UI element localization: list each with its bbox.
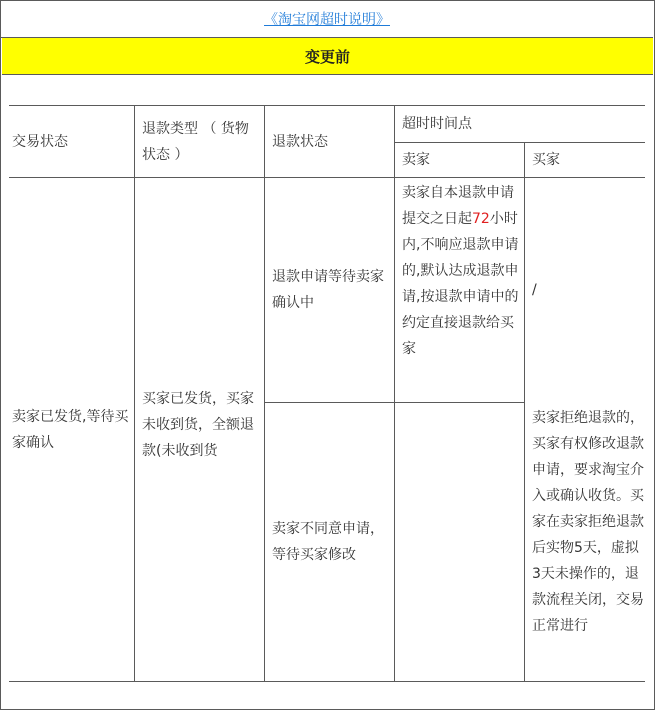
header-trade-status: 交易状态 bbox=[12, 133, 68, 150]
col-divider-3 bbox=[394, 105, 395, 681]
seller-timeout-hours: 72 bbox=[472, 211, 490, 227]
cell-buyer-timeout-pending: / bbox=[532, 282, 537, 298]
header-refund-status: 退款状态 bbox=[272, 133, 328, 150]
col-divider-2 bbox=[264, 105, 265, 681]
col-divider-1 bbox=[134, 105, 135, 681]
header-seller: 卖家 bbox=[402, 152, 430, 168]
col-divider-4 bbox=[524, 142, 525, 681]
seller-timeout-text-end: 小时内,不响应退款申请的,默认达成退款申请,按退款申请中的约定直接退款给买家 bbox=[402, 211, 519, 357]
cell-refund-status-rejected: 卖家不同意申请，等待买家修改 bbox=[272, 521, 384, 563]
seller-timeout-text-start: 卖家自本退款申请提交之日起 bbox=[402, 185, 514, 227]
header-buyer: 买家 bbox=[532, 152, 560, 168]
cell-seller-timeout-pending bbox=[402, 180, 520, 400]
timeout-rules-link[interactable]: 《淘宝网超时说明》 bbox=[264, 12, 390, 28]
cell-seller-timeout-rejected bbox=[402, 405, 520, 679]
header-refund-type: 退款类型 （ 货物状态 ） bbox=[142, 120, 249, 163]
cell-refund-status-pending: 退款申请等待卖家确认中 bbox=[272, 269, 384, 311]
cell-buyer-timeout-rejected: 卖家拒绝退款的，买家有权修改退款申请，要求淘宝介入或确认收货。买家在卖家拒绝退款后实物5天，虚拟3天未操作的，退款流程关闭，交易正常进行 bbox=[532, 410, 644, 634]
table-bottom-border bbox=[9, 681, 645, 682]
cell-refund-type: 买家已发货，买家未收到货，全额退款(未收到货 bbox=[142, 390, 254, 459]
header-timeout-point: 超时时间点 bbox=[402, 116, 472, 132]
section-banner: 变更前 bbox=[2, 38, 653, 75]
cell-trade-status: 卖家已发货,等待买家确认 bbox=[12, 408, 129, 451]
